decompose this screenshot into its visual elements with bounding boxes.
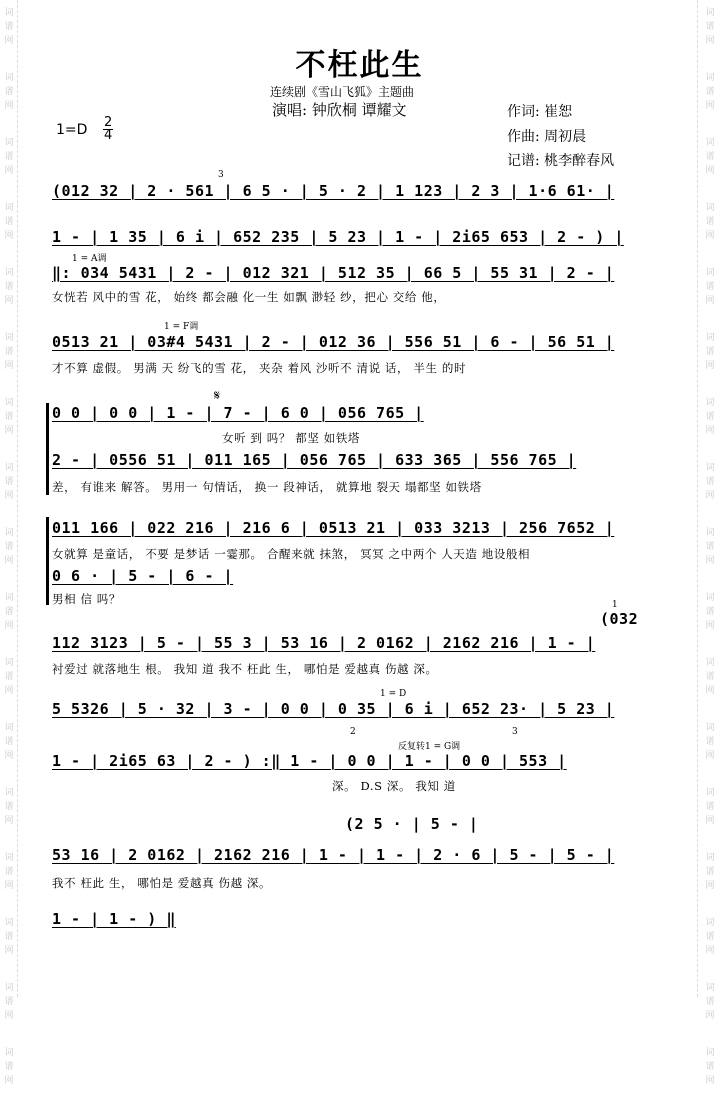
meter-bottom: 4: [104, 128, 113, 143]
notation-line: 011 166 | 022 216 | 216 6 | 0513 21 | 033 3213 | 256 7652 |: [52, 519, 615, 537]
lyrics-line: 女就算 是童话， 不要 是梦话 一霎那。 合醒来就 抹煞， 冥冥 之中两个 人天造 地设般相: [52, 547, 531, 561]
blank-box: [40, 930, 498, 997]
time-signature: [103, 117, 113, 142]
singers: 演唱: 钟欣桐 谭耀文: [272, 101, 407, 119]
notation-line: 0513 21 | 03#4 5431 | 2 - | 012 36 | 556 51 | 6 - | 56 51 |: [52, 333, 615, 351]
key-change-f: 1 = F调: [164, 322, 199, 332]
lyrics-line: 差， 有谁来 解答。 男用一 句情话， 换一 段神话， 就算地 裂天 塌都坚 如铁塔: [52, 480, 482, 494]
lyrics-line: 女恍若 风中的雪 花， 始终 都会融 化一生 如飘 渺轻 纱，把心 交给 他，: [52, 290, 446, 304]
volta-1: 1: [612, 600, 618, 610]
notation-line: ‖: 034 5431 | 2 - | 012 321 | 512 35 | 66 5 | 55 31 | 2 - |: [52, 264, 615, 282]
margin-line-right: [697, 0, 698, 997]
lyrics-line: 衬爱过 就落地生 根。 我知 道 我不 枉此 生， 哪怕是 爱越真 伤越 深。: [52, 662, 438, 676]
notation-line: (012 32 | 2 · 561 | 6 5 · | 5 · 2 | 1 123 | 2 3 | 1·6 61· |: [52, 182, 615, 200]
margin-line-left: [17, 0, 18, 997]
key-change-a: 1 = A调: [72, 254, 107, 264]
volta-3: 3: [512, 727, 518, 737]
lyrics-line: 深。 D.S 深。 我知 道: [332, 779, 456, 793]
lyrics-line: 才不算 虚假。 男满 天 纷飞的雪 花， 夹杂 着风 沙听不 清说 话， 半生 的时: [52, 361, 467, 375]
watermark-right: 词 谱 网 词 谱 网 词 谱 网 词 谱 网 词 谱 网 词 谱 网 词 谱 网 词 谱 网 词 谱 网 词 谱 网 词 谱 网 词 谱 网 词 谱 网 词 谱 网 词 谱 网 词 谱 网 词 谱 网: [705, 8, 715, 1086]
notation-line: (032: [600, 610, 639, 628]
lyrics-line: 女听 到 吗？ 都坚 如铁塔: [222, 431, 361, 445]
volta-2: 2: [350, 727, 356, 737]
key-change-d: 1 = D: [380, 689, 407, 699]
notation-line: (2 5 · | 5 - |: [345, 815, 479, 833]
system-bracket: [46, 403, 49, 495]
song-subtitle: 连续剧《雪山飞狐》主题曲: [270, 85, 415, 99]
notation-line: 1 - | 2i65 63 | 2 - ) :‖ 1 - | 0 0 | 1 - | 0 0 | 553 |: [52, 752, 567, 770]
composer: 作曲: 周初晨: [507, 129, 587, 145]
key-signature: 1=D: [56, 122, 88, 138]
notation-line: 1 - | 1 - ) ‖: [52, 910, 176, 928]
meter-top: 2: [104, 115, 113, 130]
lyricist: 作词: 崔恕: [507, 104, 573, 120]
lyrics-line: 我不 枉此 生， 哪怕是 爱越真 伤越 深。: [52, 876, 272, 890]
notation-line: 112 3123 | 5 - | 55 3 | 53 16 | 2 0162 | 2162 216 | 1 - |: [52, 634, 596, 652]
notation-line: 5 5326 | 5 · 32 | 3 - | 0 0 | 0 35 | 6 i | 652 23· | 5 23 |: [52, 700, 615, 718]
notation-line: 0 6 · | 5 - | 6 - |: [52, 567, 234, 585]
notation-line: 53 16 | 2 0162 | 2162 216 | 1 - | 1 - | 2 · 6 | 5 - | 5 - |: [52, 846, 615, 864]
song-title: 不枉此生: [295, 48, 424, 83]
repeat-instruction: 反复转1 = G调: [398, 742, 461, 752]
system-bracket: [46, 517, 49, 605]
segno-sign: 𝄋: [214, 388, 221, 404]
transcriber: 记谱: 桃李醉春风: [507, 153, 615, 169]
notation-line: 0 0 | 0 0 | 1 - | 7 - | 6 0 | 056 765 |: [52, 404, 424, 422]
notation-line: 2 - | 0556 51 | 011 165 | 056 765 | 633 365 | 556 765 |: [52, 451, 577, 469]
triplet-mark: 3: [218, 170, 224, 180]
watermark-left: 词 谱 网 词 谱 网 词 谱 网 词 谱 网 词 谱 网 词 谱 网 词 谱 网 词 谱 网 词 谱 网 词 谱 网 词 谱 网 词 谱 网 词 谱 网 词 谱 网 词 谱 网 词 谱 网 词 谱 网: [4, 8, 14, 1086]
notation-line: 1 - | 1 35 | 6 i | 652 235 | 5 23 | 1 - | 2i65 653 | 2 - ) |: [52, 228, 624, 246]
lyrics-line: 男相 信 吗？: [52, 592, 122, 606]
